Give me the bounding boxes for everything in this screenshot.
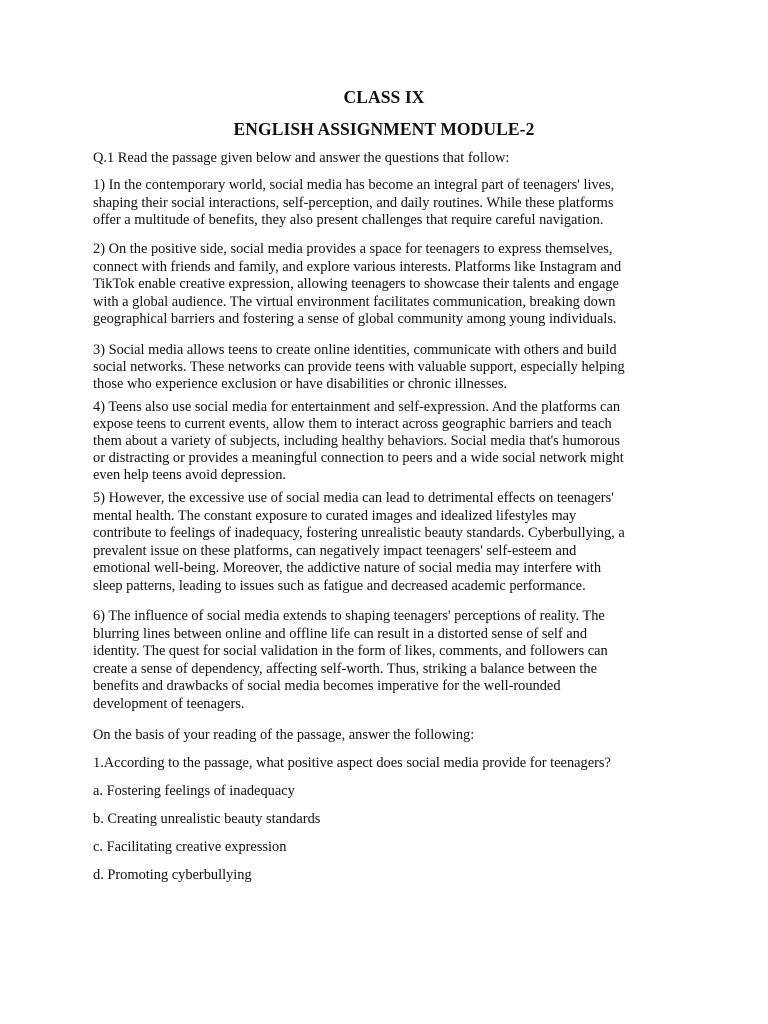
passage-line: contribute to feelings of inadequacy, fostering unrealistic beauty standards. Cyberbullying, a [93, 525, 625, 542]
passage-line: even help teens avoid depression. [93, 467, 287, 483]
answer-intro: On the basis of your reading of the passage, answer the following: [93, 727, 475, 743]
passage-line: development of teenagers. [93, 695, 245, 712]
passage-line: emotional well-being. Moreover, the addictive nature of social media may interfere with [93, 560, 602, 577]
passage-line: 4) Teens also use social media for entertainment and self-expression. And the platforms can [93, 399, 621, 415]
passage-line: TikTok enable creative expression, allowing teenagers to showcase their talents and engage [93, 276, 619, 293]
passage-line: mental health. The constant exposure to curated images and idealized lifestyles may [93, 507, 577, 524]
passage-line: geographical barriers and fostering a sense of global community among young individuals. [93, 311, 617, 328]
passage-paragraph-3 [93, 342, 683, 393]
passage-line: 6) The influence of social media extends to shaping teenagers' perceptions of reality. The [93, 608, 605, 624]
passage-line: 3) Social media allows teens to create online identities, communicate with others and build [93, 342, 617, 358]
passage-line: create a sense of dependency, affecting self-worth. Thus, striking a balance between the [93, 660, 597, 677]
passage-line: with a global audience. The virtual environment facilitates communication, breaking down [93, 293, 616, 310]
passage-line: 2) On the positive side, social media provides a space for teenagers to express themselves, [93, 241, 613, 257]
passage-line: identity. The quest for social validation in the form of likes, comments, and followers can [93, 643, 608, 660]
passage-line: them about a variety of subjects, including healthy behaviors. Social media that's humorous [93, 433, 620, 449]
passage-paragraph-5 [93, 490, 683, 596]
passage-line: or distracting or provides a meaningful connection to peers and a wide social network might [93, 450, 624, 466]
passage-line: expose teens to current events, allow them to interact across geographic barriers and teach [93, 416, 612, 432]
passage-line: benefits and drawbacks of social media becomes imperative for the well-rounded [93, 678, 561, 695]
passage-paragraph-4 [93, 399, 683, 484]
passage-line: prevalent issue on these platforms, can negatively impact teenagers' self-esteem and [93, 542, 577, 559]
passage-line: 5) However, the excessive use of social media can lead to detrimental effects on teenagers' [93, 490, 614, 506]
passage-line: sleep patterns, leading to issues such as fatigue and decreased academic performance. [93, 577, 586, 594]
option-b: b. Creating unrealistic beauty standards [93, 811, 321, 827]
option-a: a. Fostering feelings of inadequacy [93, 783, 295, 799]
option-c: c. Facilitating creative expression [93, 839, 287, 855]
passage-paragraph-6 [93, 608, 683, 714]
passage-line: connect with friends and family, and explore various interests. Platforms like Instagram and [93, 258, 622, 275]
passage-line: blurring lines between online and offline life can result in a distorted sense of self and [93, 625, 588, 642]
passage-line: those who experience exclusion or have disabilities or chronic illnesses. [93, 376, 508, 392]
passage-line: 1) In the contemporary world, social media has become an integral part of teenagers' lives, [93, 177, 615, 193]
passage-paragraph-2 [93, 241, 683, 329]
passage-paragraph-1 [93, 177, 683, 230]
passage-line: offer a multitude of benefits, they also present challenges that require careful navigation. [93, 212, 604, 229]
class-heading: CLASS IX [343, 87, 425, 107]
question-intro: Q.1 Read the passage given below and answer the questions that follow: [93, 150, 510, 166]
assignment-title: ENGLISH ASSIGNMENT MODULE-2 [233, 119, 535, 139]
option-d: d. Promoting cyberbullying [93, 867, 252, 883]
passage-line: social networks. These networks can provide teens with valuable support, especially helping [93, 359, 625, 375]
passage-line: shaping their social interactions, self-perception, and daily routines. While these platforms [93, 194, 614, 211]
question-1-text: 1.According to the passage, what positive aspect does social media provide for teenagers? [93, 755, 611, 771]
